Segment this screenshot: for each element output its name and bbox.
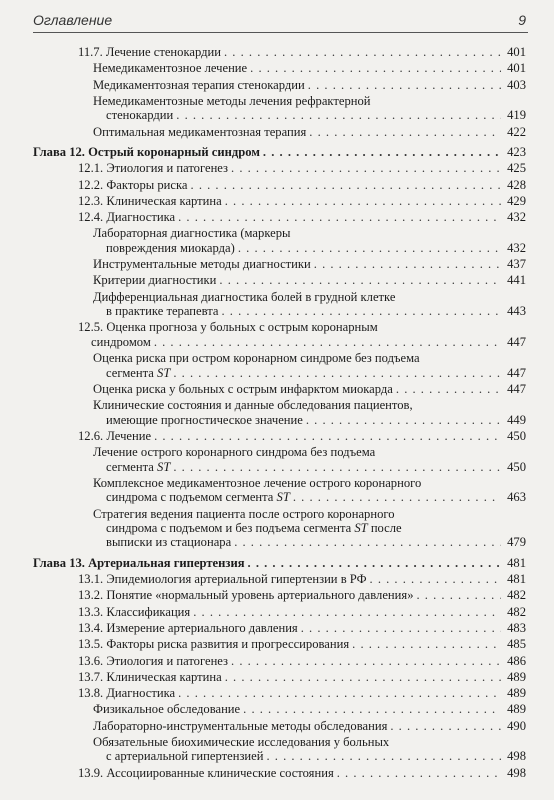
toc-entry-line [33,145,504,159]
toc-entry-title [93,702,504,716]
dot-leader [173,366,501,380]
toc-page-number: 482 [507,604,526,619]
dot-leader [191,178,501,192]
dot-leader [301,621,501,635]
toc-entry-title [93,125,504,139]
toc-section-entry [33,45,526,59]
toc-entry-title [78,766,504,780]
toc-entry-line-text: 13.7. Клиническая картина [78,669,222,684]
toc-entry-title [93,290,504,319]
toc-entry-line-text: выписки из стационара [106,535,232,550]
dot-leader [224,45,501,59]
toc-subsection-entry [33,445,526,474]
toc-subsection-entry [33,226,526,255]
dot-leader [193,605,501,619]
toc-entry-title [78,654,504,668]
dot-leader [293,490,501,504]
toc-entry-line [93,241,504,255]
toc-entry-line-text: 12.6. Лечение [78,428,152,443]
toc-entry-line-text: 13.4. Измерение артериального давления [78,621,298,635]
toc-page-number: 486 [507,653,526,668]
toc-page-number: 419 [507,108,526,123]
dot-leader [173,460,501,474]
dot-leader [263,145,501,159]
toc-entry-line [93,61,504,75]
toc-entry-line-text: 12.3. Клиническая картина [78,193,222,208]
toc-entry-title [78,588,504,602]
toc-page-number: 401 [507,45,526,59]
toc-entry-line [78,161,504,175]
dot-leader [396,382,501,396]
toc-subsection-entry [33,702,526,716]
toc-page-number: 447 [507,334,526,349]
toc-entry-title [93,78,504,92]
toc-entry-line-text: в практике терапевта [106,304,219,319]
dot-leader [154,335,501,349]
toc-entry-line [78,194,504,208]
toc-page-number: 498 [507,765,526,780]
toc-entry-line-text: Лабораторно-инструментальные методы обследования [93,718,388,733]
toc-entry-line-text: 13.3. Классификация [78,604,191,619]
toc-entry-line [78,686,504,700]
toc-entry-title [93,735,504,764]
toc-entry-title [78,161,504,175]
toc-entry-line [93,108,504,122]
dot-leader [250,61,501,75]
toc-entry-line [93,749,504,763]
toc-page-number: 450 [507,428,526,443]
toc-entry-line-text: 12.4. Диагностика [78,210,176,225]
dot-leader [176,108,501,122]
toc-entry-line [93,702,504,716]
toc-entry-line-text: 11.7. Лечение стенокардии [78,45,221,59]
dot-leader [417,588,502,602]
toc-subsection-entry [33,257,526,271]
dot-leader [221,304,501,318]
toc-section-entry [33,605,526,619]
header-title: Оглавление [33,12,113,28]
toc-section-entry [33,178,526,192]
toc-entry-line [78,637,504,651]
header-page-number: 9 [518,12,526,28]
toc-page-number: 483 [507,621,526,635]
toc-subsection-entry [33,273,526,287]
dot-leader [370,572,501,586]
toc-entry-line-text: Критерии диагностики [93,273,217,288]
dot-leader [306,413,501,427]
toc-entry-line [93,257,504,271]
dot-leader [178,686,501,700]
toc-entry-title [93,445,504,474]
toc-entry-line [78,605,504,619]
toc-page-number: 463 [507,490,526,505]
toc-entry-line [78,766,504,780]
toc-subsection-entry [33,719,526,733]
toc-section-entry [33,686,526,700]
toc-subsection-entry [33,476,526,505]
toc-page-number: 447 [507,381,526,396]
toc-page-number: 490 [507,718,526,733]
toc-entry-title [93,719,504,733]
toc-entry-line-text: Оценка риска у больных с острым инфарктом миокарда [93,381,393,396]
toc-entry-line [78,588,504,602]
toc-page-number: 428 [507,177,526,192]
toc-entry-line [93,304,504,318]
toc-entry-line [93,490,504,504]
toc-entry-title [78,670,504,684]
toc-entry-line [78,670,504,684]
toc-entry-title [93,382,504,396]
toc-entry-title [78,605,504,619]
toc-entry-line-text: Медикаментозная терапия стенокардии [93,77,305,92]
toc-entry-line [78,45,504,59]
toc-entry-line: Обязательные биохимические исследования у больных [93,735,390,750]
dot-leader [154,429,501,443]
table-of-contents [33,45,526,782]
toc-section-entry [33,670,526,684]
toc-entry-line-text: синдрома с подъемом сегмента ST [106,490,290,505]
toc-entry-title [78,45,504,59]
toc-entry-title [78,686,504,700]
toc-subsection-entry [33,398,526,427]
toc-page-number: 482 [507,588,526,603]
toc-entry-line [93,382,504,396]
toc-entry-line [78,178,504,192]
toc-entry-line-text: Физикальное обследование [93,702,241,717]
toc-entry-line-text: 13.9. Ассоциированные клинические состояния [78,765,334,780]
toc-section-entry [33,588,526,602]
toc-entry-title [93,61,504,75]
toc-entry-line-text: 13.5. Факторы риска развития и прогрессирования [78,637,350,652]
dot-leader [248,556,501,570]
toc-entry-line: Немедикаментозные методы лечения рефрактерной [93,93,371,108]
toc-entry-line-text: Глава 12. Острый коронарный синдром [33,145,260,159]
toc-entry-title [33,556,504,570]
toc-section-entry [33,320,526,349]
toc-entry-title [78,210,504,224]
toc-entry-line-text: стенокардии [106,108,174,123]
toc-subsection-entry [33,290,526,319]
toc-page-number: 449 [507,412,526,427]
toc-entry-line [93,78,504,92]
toc-page-number: 450 [507,459,526,474]
toc-page-number: 481 [507,572,526,587]
toc-entry-line [93,273,504,287]
toc-entry-line [78,572,504,586]
toc-section-entry [33,637,526,651]
toc-page-number: 441 [507,273,526,288]
toc-entry-title [78,178,504,192]
toc-section-entry [33,429,526,443]
toc-entry-title [93,226,504,255]
toc-entry-line: синдрома с подъемом и без подъема сегмента ST после [106,521,402,535]
toc-section-entry [33,572,526,586]
toc-subsection-entry [33,507,526,550]
toc-chapter-entry [33,145,526,159]
toc-entry-title [33,145,504,159]
running-header [33,10,528,33]
toc-section-entry [33,766,526,780]
toc-entry-line [93,125,504,139]
toc-entry-line-text: 13.8. Диагностика [78,686,176,701]
toc-entry-title [78,194,504,208]
toc-entry-line: Клинические состояния и данные обследования пациентов, [93,398,413,413]
toc-entry-line-text: Оптимальная медикаментозная терапия [93,124,307,139]
toc-entry-line-text: 13.6. Этиология и патогенез [78,653,229,668]
toc-entry-title [93,476,504,505]
toc-entry-line [33,556,504,570]
toc-entry-title [93,507,504,550]
toc-entry-line: Стратегия ведения пациента после острого коронарного [93,506,395,521]
toc-entry-line [78,621,504,635]
toc-subsection-entry [33,382,526,396]
toc-entry-title [78,637,504,651]
toc-page-number: 403 [507,77,526,92]
toc-entry-line: Лечение острого коронарного синдрома без подъема [93,445,376,460]
toc-entry-line-text: 13.1. Эпидемиология артериальной гипертензии в РФ [78,572,367,587]
toc-entry-line-text: имеющие прогностическое значение [106,412,303,427]
toc-entry-line [93,460,504,474]
toc-page-number: 401 [507,61,526,76]
dot-leader [266,749,501,763]
toc-entry-line [93,413,504,427]
toc-entry-title [78,572,504,586]
toc-entry-line [78,429,504,443]
dot-leader [337,766,501,780]
dot-leader [238,241,501,255]
dot-leader [231,654,501,668]
toc-entry-line: Дифференциальная диагностика болей в грудной клетке [93,289,396,304]
toc-page-number: 498 [507,749,526,764]
toc-page-number: 481 [507,555,526,570]
dot-leader [234,535,501,549]
toc-entry-title [93,94,504,123]
dot-leader [225,194,501,208]
toc-section-entry [33,621,526,635]
toc-entry-line [78,210,504,224]
toc-subsection-entry [33,351,526,380]
toc-entry-title [78,621,504,635]
toc-page-number: 489 [507,686,526,701]
toc-entry-title [78,320,504,349]
toc-section-entry [33,161,526,175]
dot-leader [309,125,501,139]
dot-leader [231,161,501,175]
toc-page-number: 489 [507,669,526,684]
toc-page-number: 443 [507,304,526,319]
toc-page-number: 422 [507,124,526,139]
toc-entry-line [78,654,504,668]
toc-entry-title [93,257,504,271]
toc-entry-line [93,366,504,380]
toc-entry-line-text: 12.2. Факторы риска [78,177,188,192]
toc-entry-title [93,351,504,380]
toc-entry-line: Комплексное медикаментозное лечение острого коронарного [93,475,422,490]
dot-leader [243,702,501,716]
toc-page-number: 489 [507,702,526,717]
toc-section-entry [33,210,526,224]
toc-subsection-entry [33,94,526,123]
toc-entry-line [78,335,504,349]
toc-entry-line-text: повреждения миокарда) [106,240,235,255]
toc-section-entry [33,654,526,668]
toc-entry-line [93,535,504,549]
toc-subsection-entry [33,735,526,764]
toc-entry-line-text: сегмента ST [106,365,171,380]
dot-leader [308,78,501,92]
toc-subsection-entry [33,61,526,75]
toc-entry-line: 12.5. Оценка прогноза у больных с острым коронарным [78,320,378,335]
toc-entry-line [93,719,504,733]
toc-page-number: 425 [507,161,526,176]
dot-leader [314,257,501,271]
toc-entry-title [78,429,504,443]
toc-entry-line: Оценка риска при остром коронарном синдроме без подъема [93,351,420,366]
toc-page-number: 432 [507,210,526,225]
toc-entry-line-text: с артериальной гипертензией [106,749,264,764]
toc-entry-line-text: сегмента ST [106,459,171,474]
toc-page-number: 429 [507,193,526,208]
toc-page-number: 485 [507,637,526,652]
toc-page-number: 447 [507,365,526,380]
toc-page-number: 423 [507,145,526,159]
toc-entry-line: Лабораторная диагностика (маркеры [93,226,291,241]
toc-entry-line-text: синдромом [91,334,151,349]
toc-entry-line-text: 13.2. Понятие «нормальный уровень артериального давления» [78,588,414,603]
dot-leader [178,210,501,224]
dot-leader [352,637,501,651]
dot-leader [225,670,501,684]
toc-entry-line-text: Глава 13. Артериальная гипертензия [33,555,245,570]
toc-subsection-entry [33,125,526,139]
toc-entry-line-text: Немедикаментозное лечение [93,61,248,76]
dot-leader [219,273,501,287]
toc-page-number: 479 [507,535,526,550]
toc-chapter-entry [33,556,526,570]
toc-section-entry [33,194,526,208]
toc-page-number: 432 [507,240,526,255]
toc-entry-title [93,398,504,427]
toc-entry-line-text: Инструментальные методы диагностики [93,257,311,272]
dot-leader [390,719,501,733]
toc-page-number: 437 [507,257,526,272]
toc-entry-line-text: 12.1. Этиология и патогенез [78,161,229,176]
toc-entry-title [93,273,504,287]
toc-subsection-entry [33,78,526,92]
